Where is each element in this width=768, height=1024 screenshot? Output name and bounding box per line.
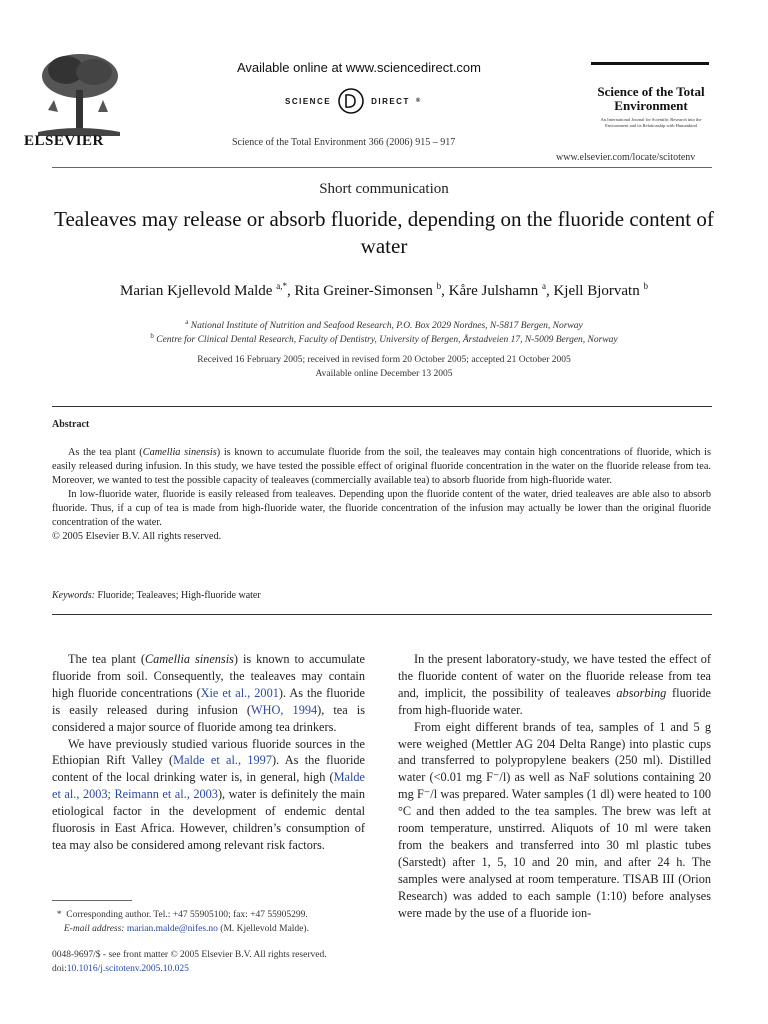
affiliation-text: National Institute of Nutrition and Seafood Research, P.O. Box 2029 Nordnes, N-5817 Bergen, Norway	[190, 321, 583, 332]
footnote-rule	[52, 900, 132, 901]
affiliation-text: Centre for Clinical Dental Research, Faculty of Dentistry, University of Bergen, Årstadveien 17, N-5009 Bergen, Norway	[156, 335, 618, 346]
doi-line: doi:10.1016/j.scitotenv.2005.10.025	[52, 964, 189, 974]
front-matter	[52, 948, 327, 976]
citation-link[interactable]: Malde et al., 1997	[173, 753, 272, 768]
section-type: Short communication	[319, 181, 449, 197]
affiliation-b	[0, 332, 768, 345]
body-paragraph: The tea plant (Camellia sinensis) is known to accumulate fluoride from soil. Consequently, the tealeaves may contain high fluoride concentrations (Xie et al., 2001). As the fluoride is easily released during infusion (WHO, 1994), tea is considered a major source of fluoride among tea drinkers.	[52, 652, 365, 734]
emphasis-text: absorbing	[616, 685, 667, 700]
citation-link[interactable]: Xie et al., 2001	[200, 685, 279, 700]
abstract-bottom-rule	[52, 614, 712, 615]
email-link[interactable]: marian.malde@nifes.no	[126, 924, 218, 934]
author-name[interactable]: Kjell Bjorvatn	[553, 283, 640, 299]
header-divider	[52, 167, 712, 168]
journal-title: Science of the Total Environment	[597, 84, 705, 113]
abstract-body	[52, 446, 711, 544]
affiliation-mark: a	[185, 318, 189, 326]
available-date: Available online December 13 2005	[315, 369, 453, 379]
journal-masthead	[591, 62, 711, 128]
publisher-name: ELSEVIER	[24, 133, 104, 149]
sciencedirect-d-icon	[337, 87, 365, 115]
email-suffix: (M. Kjellevold Malde).	[220, 924, 309, 934]
keywords-line	[52, 590, 261, 601]
journal-subtitle: An International Journal for Scientific Research into the Environment and its Relationship with Humankind	[600, 117, 702, 128]
author-name[interactable]: Kåre Julshamn	[448, 283, 539, 299]
author-affil-mark: b	[643, 281, 648, 291]
keywords-text: Fluoride; Tealeaves; High-fluoride water	[97, 590, 261, 601]
received-dates: Received 16 February 2005; received in revised form 20 October 2005; accepted 21 October 2005	[197, 355, 571, 365]
abstract-top-rule	[52, 406, 712, 407]
author-name[interactable]: Rita Greiner-Simonsen	[294, 283, 433, 299]
author-affil-mark: a,*	[276, 281, 287, 291]
citation-line: Science of the Total Environment 366 (2006) 915 – 917	[232, 137, 456, 148]
species-name: Camellia sinensis	[144, 652, 234, 666]
email-label: E-mail address:	[63, 924, 125, 934]
abstract-paragraph: In low-fluoride water, fluoride is easily released from tealeaves. Depending upon the fluoride content of the water, dried tealeaves are able also to absorb fluoride. Thus, if a cup of tea is made from high-fluoride water, the fluoride concentration of the infusion may actually be lower than the original fluoride concentration of the water.	[52, 489, 711, 528]
abstract-heading: Abstract	[52, 419, 90, 430]
sd-registered-mark: ®	[415, 98, 422, 104]
footnote-star: *	[56, 910, 62, 920]
available-online-text[interactable]: Available online at www.sciencedirect.com	[237, 60, 481, 75]
author-list: Marian Kjellevold Malde $^{a,*}$, Rita Greiner-Simonsen $^b$, Kåre Julshamn $^a$, Kjell Bjorvatn $^b$	[120, 281, 648, 299]
body-paragraph: In the present laboratory-study, we have tested the effect of the fluoride content of water on the fluoride release from tea and, implicit, the possibility of tealeaves absorbing fluoride from high-fluoride water.	[398, 652, 711, 717]
sd-left-text: SCIENCE	[285, 96, 332, 106]
body-column-right	[398, 651, 711, 922]
journal-url[interactable]: www.elsevier.com/locate/scitotenv	[556, 152, 696, 163]
doi-link[interactable]: 10.1016/j.scitotenv.2005.10.025	[66, 964, 189, 974]
abstract-paragraph: As the tea plant (Camellia sinensis) is known to accumulate fluoride from the soil, the tealeaves may contain high concentrations of fluoride, which is easily released during infusion. In this study, we have tested the possible effect of original fluoride concentration in the water on the fluoride release from tea. Moreover, we wanted to test the possible capacity of tealeaves (commercially available tea) to absorb fluoride from high-fluoride water.	[52, 447, 711, 486]
corresponding-author-footnote	[52, 908, 372, 936]
copyright-line: © 2005 Elsevier B.V. All rights reserved.	[52, 531, 222, 542]
body-paragraph: From eight different brands of tea, samples of 1 and 5 g were weighed (Mettler AG 204 Delta Range) into plastic cups and transferred to polypropylene beakers (250 ml). Distilled water (<0.01 mg F⁻/l) as well as NaF solutions containing 20 mg F⁻/l was prepared. Water samples (1 dl) were heated to 100 °C and then added to the tea samples. The brew was left at room temperature, unstirred. Aliquots of 10 ml were taken from the beakers and transferred into 30 ml plastic tubes (Sarstedt) after 1, 5, 10 and 20 min, and after 24 h. The samples were analysed at room temperature. TISAB III (Orion Research) was added to each sample (1:10) before analyses were made by the use of a fluoride ion-	[398, 719, 711, 920]
author-name[interactable]: Marian Kjellevold Malde	[120, 283, 273, 299]
keywords-label: Keywords:	[52, 590, 95, 601]
masthead-rule	[591, 62, 709, 65]
author-affil-mark: a	[541, 281, 546, 291]
sciencedirect-logo[interactable]	[285, 86, 445, 116]
species-name: Camellia sinensis	[142, 447, 217, 458]
sd-right-text: DIRECT	[371, 96, 410, 106]
issn-line: 0048-9697/$ - see front matter © 2005 Elsevier B.V. All rights reserved.	[52, 950, 327, 960]
affiliation-a	[0, 318, 768, 331]
footnote-text: Corresponding author. Tel.: +47 55905100; fax: +47 55905299.	[66, 910, 308, 920]
elsevier-tree-logo	[28, 50, 128, 138]
body-paragraph: We have previously studied various fluoride sources in the Ethiopian Rift Valley (Malde et al., 1997). As the fluoride content of the local drinking water is, in general, high (Malde et al., 2003; Reimann et al., 2003), water is definitely the main etiological factor in the development of endemic dental fluorosis in East Africa. However, children’s consumption of tea may also be considered among relevant risk factors.	[52, 736, 366, 852]
author-affil-mark: b	[436, 281, 442, 291]
article-title: Tealeaves may release or absorb fluoride, depending on the fluoride content of water	[54, 207, 714, 258]
affiliation-mark: b	[150, 332, 154, 340]
citation-link[interactable]: WHO, 1994	[251, 702, 318, 717]
body-column-left	[52, 651, 365, 854]
citation-link[interactable]: Malde et al., 2003; Reimann et al., 2003	[52, 770, 365, 802]
